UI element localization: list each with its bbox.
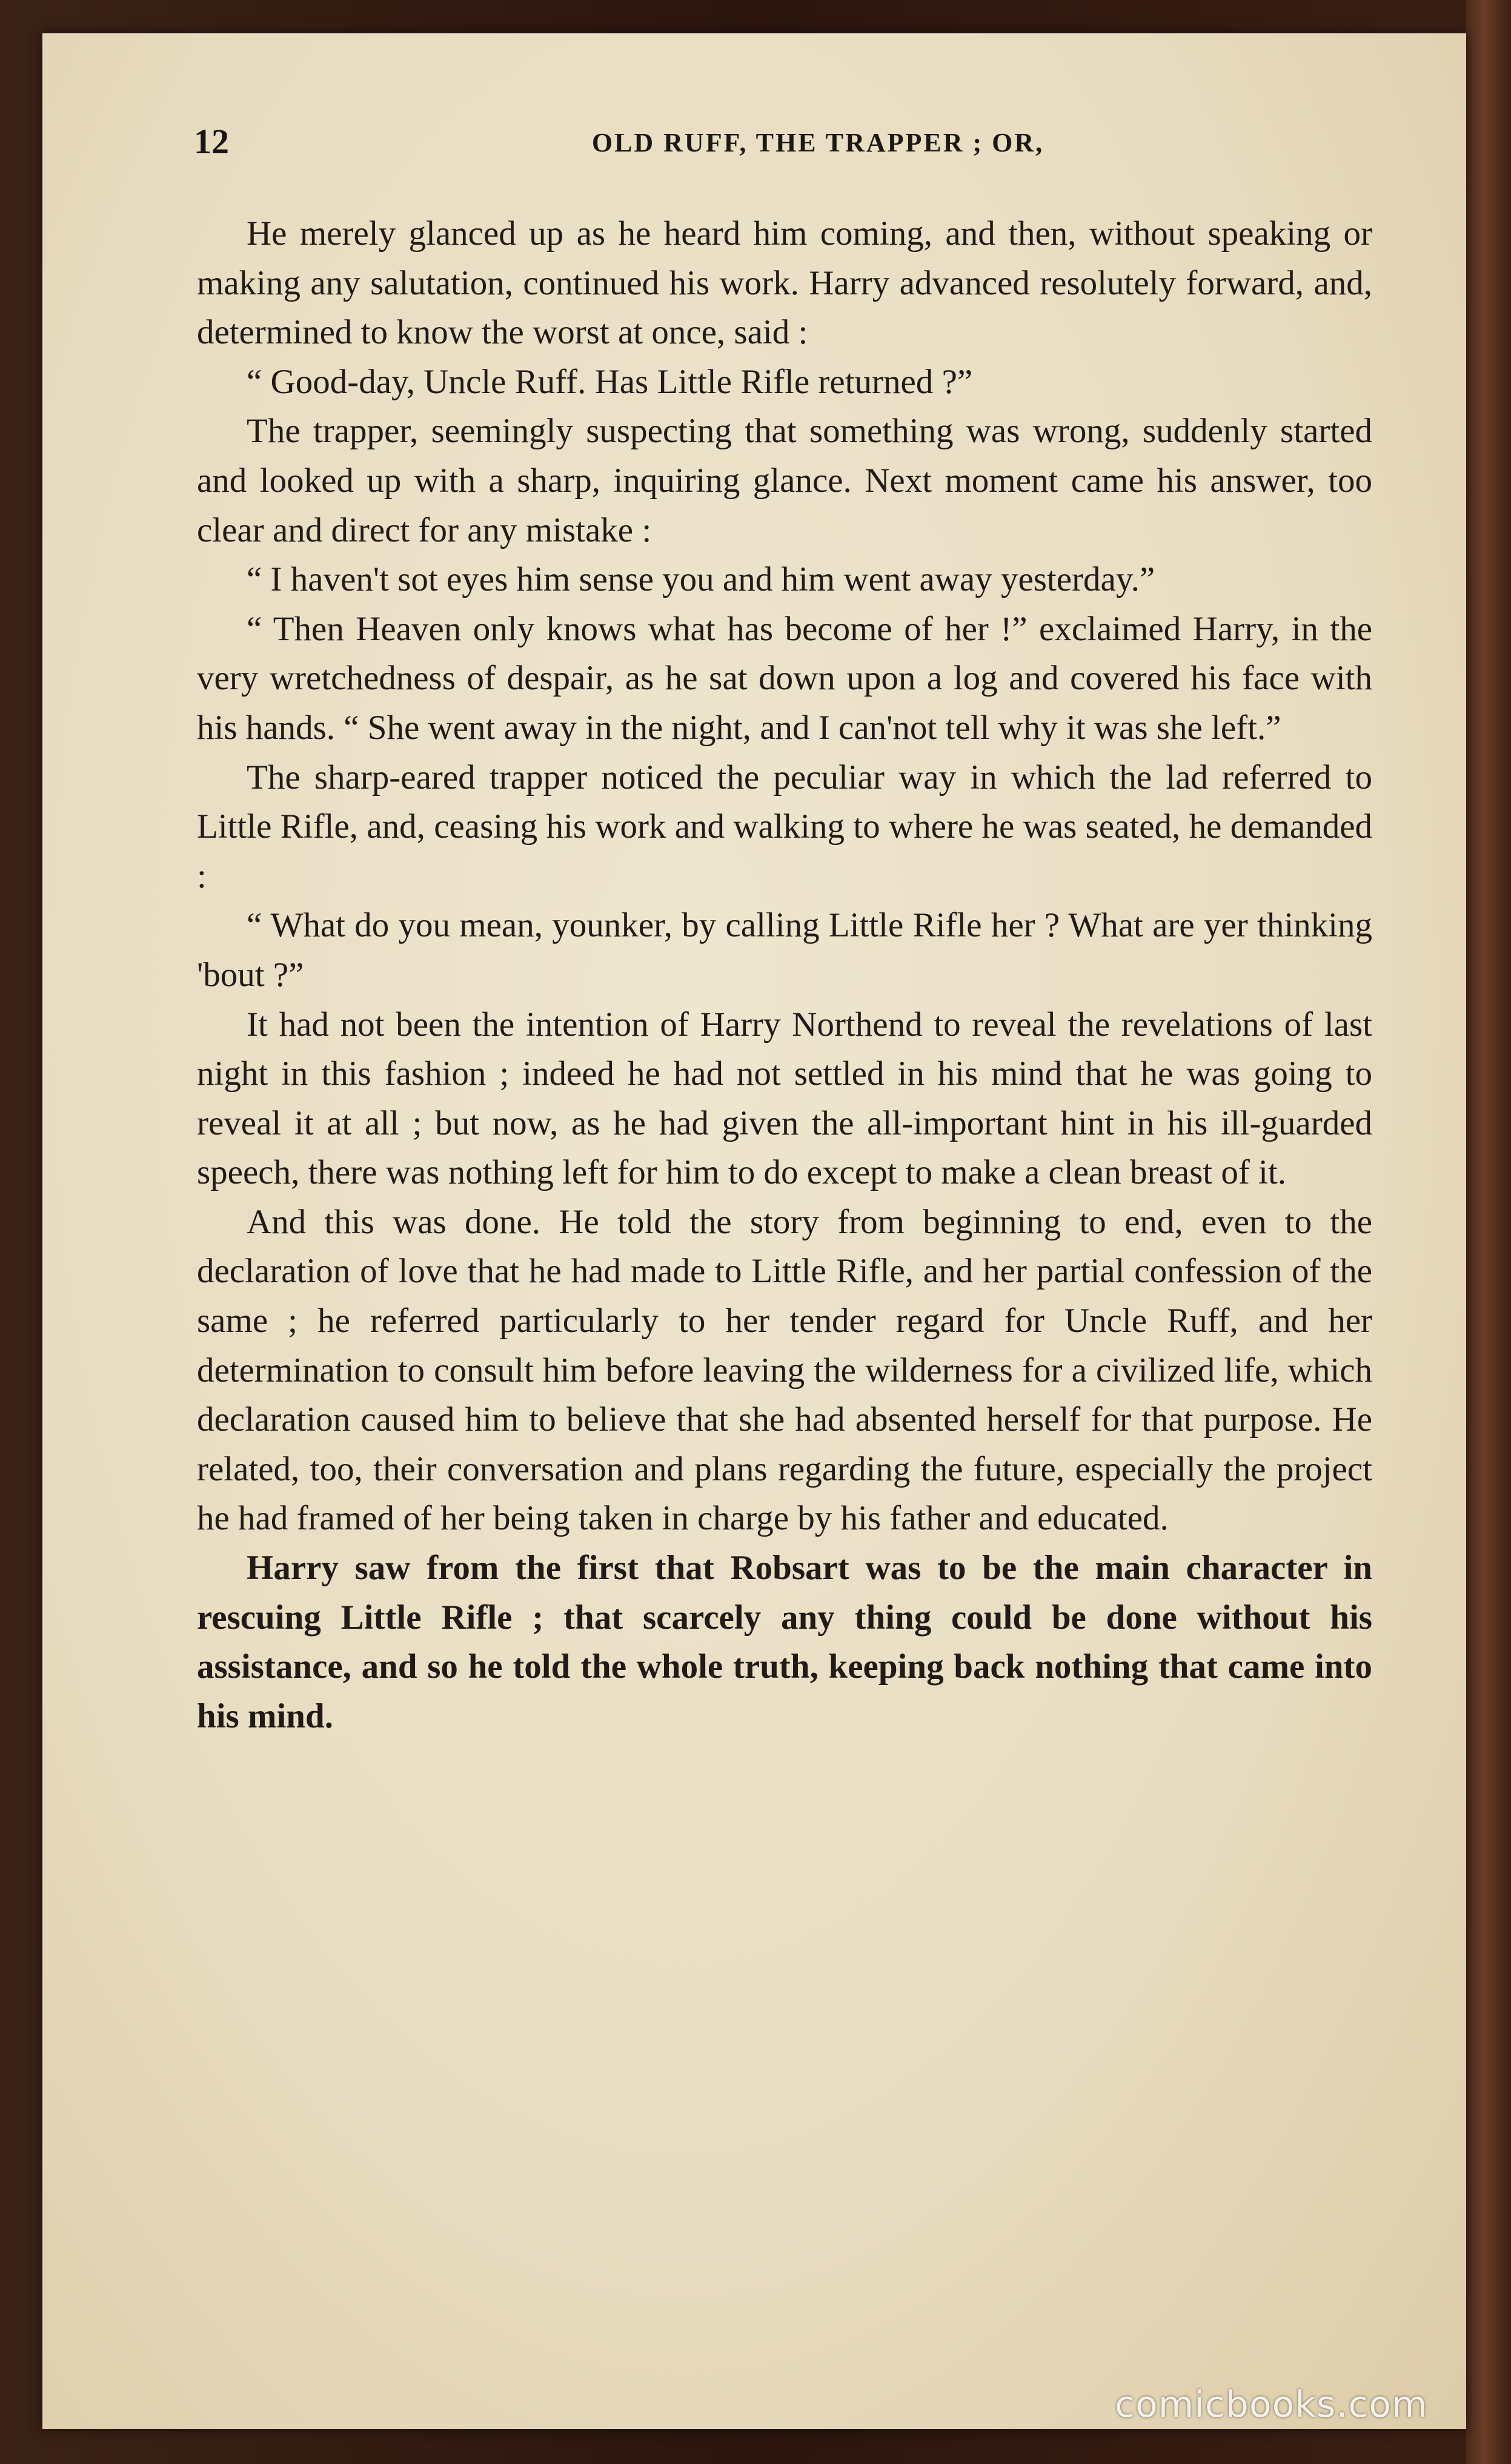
page-header (194, 121, 1393, 164)
paragraph: And this was done. He told the story from beginning to end, even to the declaration of love that he had made to Little Rifle, and her partial confession of the same ; he referred particularly to her tender regard for Uncle Ruff, and her determination to consult him before leaving the wilderness for a civilized life, which declaration caused him to believe that she had absented herself for that purpose. He related, too, their conversation and plans regarding the future, especially the project he had framed of her being taken in charge by his father and educated. (197, 1202, 1372, 1538)
running-head: OLD RUFF, THE TRAPPER ; OR, (591, 128, 1044, 157)
book-spine-edge (1466, 0, 1511, 2464)
paragraph: “ Good-day, Uncle Ruff. Has Little Rifle returned ?” (247, 362, 973, 401)
paragraph: The trapper, seemingly suspecting that something was wrong, suddenly started and looked up with a sharp, inquiring glance. Next moment came his answer, too clear and direct for any mistake : (197, 412, 1372, 549)
body-text (197, 209, 1372, 1741)
watermark: comicbooks.com (1115, 2383, 1428, 2426)
paragraph: Harry saw from the first that Robsart was to be the main character in rescuing Little Rifle ; that scarcely any thing could be done without his assistance, and so he told the whole truth, keeping back nothing that came into his mind. (197, 1549, 1372, 1735)
paragraph: He merely glanced up as he heard him coming, and then, without speaking or making any salutation, continued his work. Harry advanced resolutely forward, and, determined to know the worst at once, said : (197, 214, 1372, 352)
paragraph: “ What do you mean, younker, by calling Little Rifle her ? What are yer thinking 'bout ?” (197, 906, 1372, 994)
page-number: 12 (194, 122, 229, 161)
paragraph: “ I haven't sot eyes him sense you and him went away yesterday.” (247, 560, 1155, 599)
paragraph: It had not been the intention of Harry Northend to reveal the revelations of last night in this fashion ; indeed he had not settled in his mind that he was going to reveal it at all ; but now, as he had given the all-important hint in his ill-guarded speech, there was nothing left for him to do except to make a clean breast of it. (197, 1005, 1372, 1192)
paragraph: The sharp-eared trapper noticed the peculiar way in which the lad referred to Little Rifle, and, ceasing his work and walking to where he was seated, he demanded : (197, 758, 1372, 895)
paragraph: “ Then Heaven only knows what has become of her !” exclaimed Harry, in the very wretchedness of despair, as he sat down upon a log and covered his face with his hands. “ She went away in the night, and I can'not tell why it was she left.” (197, 609, 1372, 747)
